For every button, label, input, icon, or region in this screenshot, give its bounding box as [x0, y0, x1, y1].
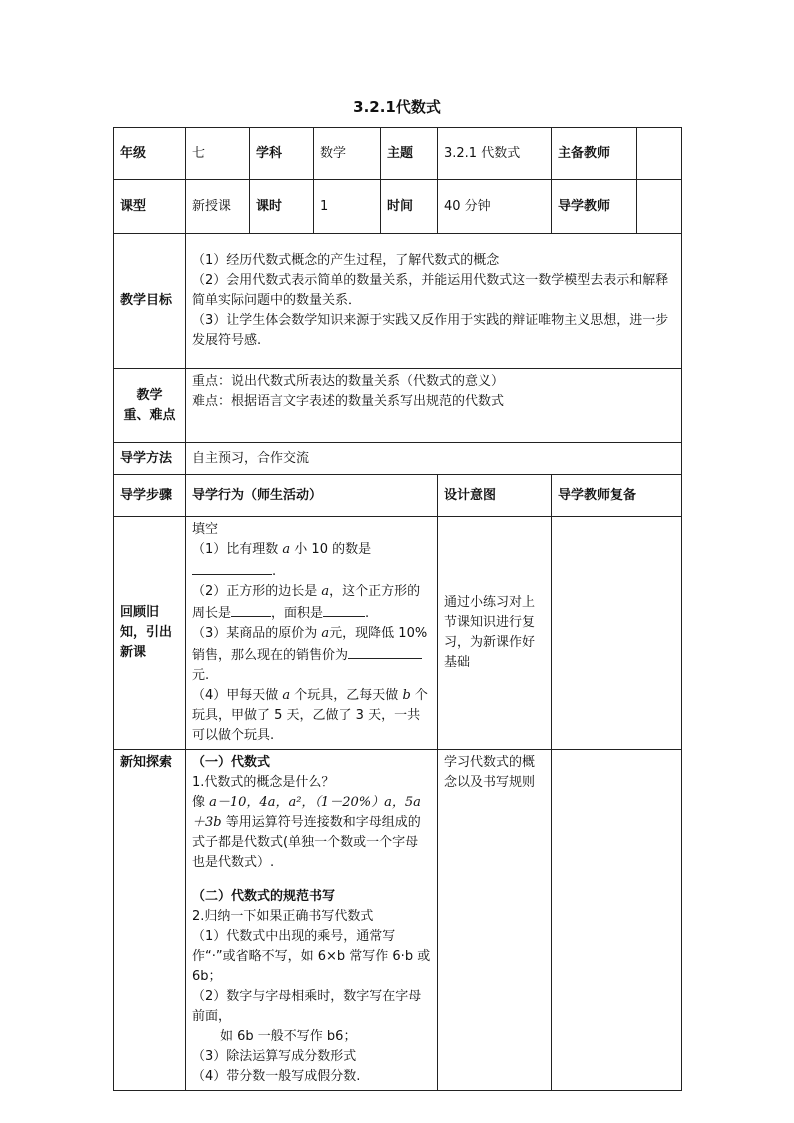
question-1: （1）比有理数 a 小 10 的数是.	[192, 542, 372, 579]
review-intent: 通过小练习对上节课知识进行复习，为新课作好基础	[438, 517, 552, 750]
explore-step-label: 新知探索	[114, 750, 186, 1091]
subject-label: 学科	[250, 128, 314, 180]
goals-content	[186, 234, 682, 369]
goals-label: 教学目标	[114, 234, 186, 369]
lead-teacher-label: 主备教师	[552, 128, 637, 180]
lesson-plan-table	[113, 127, 682, 1091]
review-header: 导学教师复备	[552, 475, 682, 517]
method-value: 自主预习，合作交流	[186, 443, 682, 475]
topic-value: 3.2.1 代数式	[438, 128, 552, 180]
goal-item: （2）会用代数式表示简单的数量关系，并能运用代数式这一数学模型去表示和解释简单实际问题中的数量关系．	[192, 273, 669, 308]
review-step-label: 回顾旧知，引出新课	[114, 517, 186, 750]
question-4: （4）甲每天做 a 个玩具，乙每天做 b 个玩具，甲做了 5 天，乙做了 3 天，一共可以做个玩具.	[192, 688, 428, 743]
key-point: 重点：说出代数式所表达的数量关系（代数式的意义）	[192, 374, 505, 389]
page-title: 3.2.1代数式	[353, 98, 441, 116]
guide-teacher-value	[637, 180, 682, 234]
subject-value: 数学	[314, 128, 381, 180]
difficult-point: 难点：根据语言文字表述的数量关系写出规范的代数式	[192, 394, 505, 409]
grade-label: 年级	[114, 128, 186, 180]
section-title: （二）代数式的规范书写	[192, 889, 336, 904]
method-label: 导学方法	[114, 443, 186, 475]
answer-blank	[231, 602, 271, 617]
period-value: 1	[314, 180, 381, 234]
goal-item: （1）经历代数式概念的产生过程，了解代数式的概念	[192, 253, 500, 268]
rule-item: （4）带分数一般写成假分数.	[192, 1069, 361, 1084]
answer-blank	[192, 560, 272, 575]
answer-blank	[348, 644, 422, 659]
intent-header: 设计意图	[438, 475, 552, 517]
focus-label: 教学 重、难点	[114, 369, 186, 443]
goals-row	[114, 234, 682, 369]
focus-content	[186, 369, 682, 443]
review-content: 填空 （1）比有理数 a 小 10 的数是. （2）正方形的边长是 a，这个正方形的周长是 ，面积是 . （3）某商品的原价为 a元，现降低 10%销售，那么现在的销售价为元. （4）甲每天做 a 个玩具，乙每天做 b 个玩具，甲做了 5 天，乙做了 3 天，一共可以做个玩具.	[186, 517, 438, 750]
goal-item: （3）让学生体会数学知识来源于实践又反作用于实践的辩证唯物主义思想，进一步发展符号感.	[192, 313, 669, 348]
guide-teacher-label: 导学教师	[552, 180, 637, 234]
section-title: （一）代数式	[192, 755, 271, 770]
header-row-2	[114, 180, 682, 234]
question-2: （2）正方形的边长是 a，这个正方形的周长是 ，面积是 .	[192, 584, 421, 621]
steps-header-row	[114, 475, 682, 517]
rule-item: （2）数字与字母相乘时，数字写在字母 前面，	[192, 989, 422, 1024]
step-header: 导学步骤	[114, 475, 186, 517]
answer-blank	[323, 602, 365, 617]
explore-notes	[552, 750, 682, 1091]
focus-row	[114, 369, 682, 443]
review-row	[114, 517, 682, 750]
header-row-1	[114, 128, 682, 180]
type-label: 课型	[114, 180, 186, 234]
explore-content: （一）代数式 1.代数式的概念是什么？ 像 a－10，4a，a²，（1－20%）a，5a＋3b 等用运算符号连接数和字母组成的式子都是代数式(单独一个数或一个字母也是代数式）. （二）代数式的规范书写 2.归纳一下如果正确书写代数式 （1）代数式中出现的乘号，通常写作“·”或省略不写，如 6×b 常写作 6·b 或 6b； （2）数字与字母相乘时，数字写在字母 前面， 如 6b 一般不写作 b6； （3）除法运算写成分数形式 （4）带分数一般写成假分数.	[186, 750, 438, 1091]
method-row	[114, 443, 682, 475]
lead-teacher-value	[637, 128, 682, 180]
rule-item: （3）除法运算写成分数形式	[192, 1049, 357, 1064]
question-3: （3）某商品的原价为 a元，现降低 10%销售，那么现在的销售价为元.	[192, 626, 428, 683]
time-label: 时间	[381, 180, 438, 234]
explore-row	[114, 750, 682, 1091]
grade-value: 七	[186, 128, 250, 180]
definition: 像 a－10，4a，a²，（1－20%）a，5a＋3b 等用运算符号连接数和字母组成的式子都是代数式(单独一个数或一个字母也是代数式）.	[192, 795, 421, 870]
time-value: 40 分钟	[438, 180, 552, 234]
rule-item: 如 6b 一般不写作 b6；	[220, 1029, 357, 1044]
action-header: 导学行为（师生活动）	[186, 475, 438, 517]
explore-intent: 学习代数式的概念以及书写规则	[438, 750, 552, 1091]
period-label: 课时	[250, 180, 314, 234]
review-notes	[552, 517, 682, 750]
topic-label: 主题	[381, 128, 438, 180]
rule-item: （1）代数式中出现的乘号，通常写作“·”或省略不写，如 6×b 常写作 6·b 或 6b；	[192, 929, 431, 984]
type-value: 新授课	[186, 180, 250, 234]
